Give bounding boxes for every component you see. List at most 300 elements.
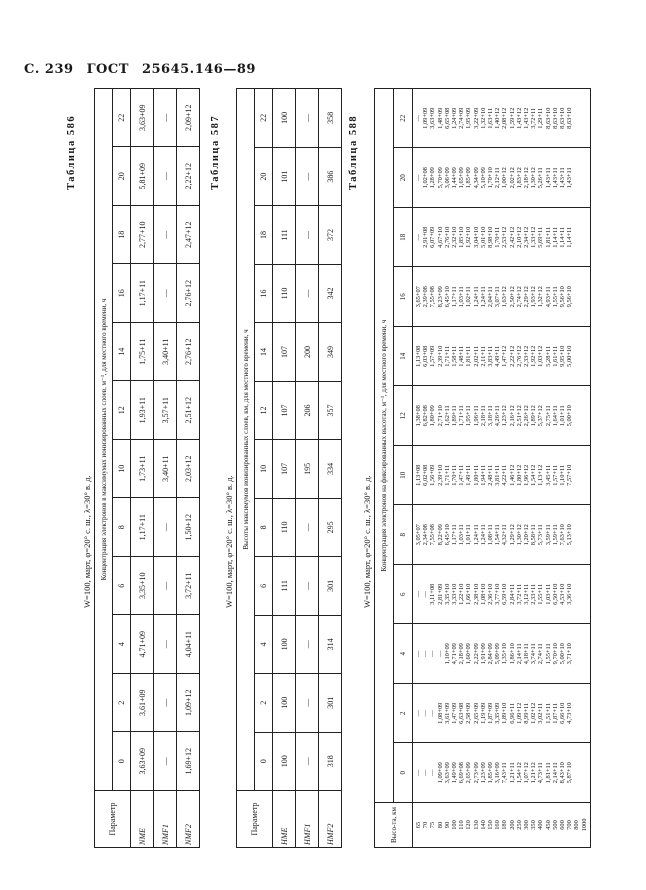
table-cell: 1,63+12 — [501, 286, 509, 308]
table-cell: 1,44+09 — [451, 167, 459, 189]
table-cell: 8,43+10 — [559, 762, 567, 784]
table-cell: 5,87+10 — [566, 762, 574, 784]
table-cell: 7,55+08 — [429, 286, 437, 308]
table-row — [296, 89, 319, 848]
table-cell: 2,09+12 — [177, 89, 200, 148]
table-cell: 1,80+09 — [429, 405, 437, 427]
table-cell: 8,63+10 — [551, 107, 559, 129]
height-value: 140 — [479, 820, 487, 830]
hour-header: 22 — [394, 89, 413, 149]
table-cell: 2,65+09 — [465, 762, 473, 784]
height-value: 450 — [544, 820, 552, 830]
table-cell: 1,43+12 — [523, 107, 531, 129]
table-cell: — — [154, 732, 177, 791]
table-cell: 1,63+11 — [487, 107, 495, 129]
table-cell: 1,58+11 — [451, 345, 459, 367]
table-cell: 2,29+12 — [523, 286, 531, 308]
table-cell: 2,84+11 — [508, 583, 516, 605]
table-cell: 1,75+11 — [131, 323, 154, 382]
table-cell: 9,95+10 — [559, 345, 567, 367]
hour-header: 20 — [394, 148, 413, 208]
table-cell: 1,96+11 — [472, 405, 480, 427]
table-cell: 1,00+12 — [501, 167, 509, 189]
table-cell: 1,17+11 — [451, 286, 459, 308]
table-cell: 1,17+11 — [131, 498, 154, 557]
table-cell: 5,70+09 — [436, 167, 444, 189]
table-cell: 4,73+11 — [537, 762, 545, 784]
table-cell: 3,07+11 — [494, 286, 502, 308]
table-cell: — — [422, 650, 430, 657]
table-cell: 4,18+11 — [523, 643, 531, 665]
table-cell: 1,64+11 — [551, 405, 559, 427]
table-cell: 2,18+09 — [458, 643, 466, 665]
table-cell: 3,06+09 — [443, 167, 451, 189]
hour-header: 6 — [255, 557, 273, 615]
height-value: 300 — [523, 820, 531, 830]
table-cell: 6,65+08 — [443, 107, 451, 129]
table-cell: 1,80+12 — [515, 464, 523, 486]
table-cell: 295 — [319, 498, 342, 556]
hour-header: 8 — [394, 505, 413, 565]
table-cell: 5,01+10 — [479, 226, 487, 248]
table-cell: 8,99+11 — [523, 702, 531, 724]
height-value: 1000 — [580, 818, 588, 832]
table-cell: 1,20+12 — [523, 524, 531, 546]
table-cell: 1,13+08 — [415, 345, 422, 367]
table-cell: 3,16+09 — [494, 762, 502, 784]
table-cell: 3,45+11 — [544, 464, 552, 486]
table-588-caption: W=100, март, φ=20° с. ш., λ=30° в. д. — [362, 475, 372, 608]
table-cell: 1,70+11 — [494, 226, 502, 248]
table-cell: 3,61+09 — [131, 674, 154, 733]
table-cell: — — [415, 769, 422, 776]
value-column — [413, 505, 591, 565]
table-cell: 1,14+11 — [551, 226, 559, 248]
hour-header: 10 — [113, 440, 131, 499]
table-cell: 5,37+12 — [537, 405, 545, 427]
table-cell: — — [154, 147, 177, 206]
table-cell: 1,46+12 — [508, 464, 516, 486]
hour-header: 16 — [113, 264, 131, 323]
table-cell: 1,81+11 — [465, 345, 473, 367]
table-cell: 2,76+10 — [443, 226, 451, 248]
table-cell: 9,56+10 — [566, 286, 574, 308]
table-cell: 1,09+09 — [422, 107, 430, 129]
hour-header: 10 — [255, 440, 273, 498]
hour-header: 6 — [113, 557, 131, 616]
table-cell: 2,08+12 — [501, 107, 509, 129]
table-cell: 3,35+10 — [131, 557, 154, 616]
param-name: NME — [131, 791, 154, 848]
param-header: Параметр — [237, 791, 273, 848]
table-cell: 2,48+11 — [487, 464, 495, 486]
table-cell: 1,32+12 — [537, 286, 545, 308]
table-cell: 1,59+11 — [551, 524, 559, 546]
table-cell: 1,09+09 — [436, 762, 444, 784]
table-cell: 4,53+10 — [559, 583, 567, 605]
table-cell: 6,69+08 — [458, 762, 466, 784]
hour-header: 14 — [394, 327, 413, 387]
table-cell: 5,00+10 — [566, 405, 574, 427]
table-cell: 5,73+11 — [537, 524, 545, 546]
table-cell: 107 — [273, 381, 296, 439]
table-cell: 3,57+11 — [154, 381, 177, 440]
table-cell: 2,74+12 — [515, 286, 523, 308]
table-cell: 6,96+11 — [508, 702, 516, 724]
height-value: 110 — [458, 820, 466, 830]
table-cell: 5,26+11 — [537, 167, 545, 189]
value-column — [413, 327, 591, 387]
hour-header: 2 — [255, 674, 273, 732]
table-cell: 1,70+11 — [451, 464, 459, 486]
table-row — [177, 89, 200, 848]
table-cell: 3,12+11 — [523, 583, 531, 605]
page-number: С. 239 — [24, 62, 74, 77]
table-cell: 1,24+11 — [472, 286, 480, 308]
hour-header: 8 — [113, 498, 131, 557]
table-cell: 1,32+10 — [479, 107, 487, 129]
table-cell: 2,75+11 — [544, 405, 552, 427]
height-value: 500 — [551, 820, 559, 830]
height-value: 130 — [472, 820, 480, 830]
table-cell: 349 — [319, 323, 342, 381]
table-cell: 1,61+11 — [551, 345, 559, 367]
hour-header: 12 — [394, 386, 413, 446]
table-cell: — — [154, 674, 177, 733]
table-cell: — — [415, 710, 422, 717]
table-cell: 1,56+09 — [429, 464, 437, 486]
table-cell: — — [296, 674, 319, 732]
table-cell: 4,49+11 — [494, 345, 502, 367]
hour-header: 2 — [113, 674, 131, 733]
hour-header: 16 — [394, 267, 413, 327]
table-cell: 1,92+10 — [465, 226, 473, 248]
table-row — [273, 89, 296, 848]
table-cell: 1,92+12 — [530, 345, 538, 367]
value-column — [413, 148, 591, 208]
height-value: 200 — [508, 820, 516, 830]
table-cell: 6,45+10 — [443, 286, 451, 308]
gost-label: ГОСТ — [86, 62, 129, 77]
table-cell: 1,57+11 — [551, 464, 559, 486]
hour-header: 12 — [113, 381, 131, 440]
value-column — [413, 208, 591, 268]
table-cell: 2,33+12 — [523, 345, 531, 367]
table-cell: 2,04+11 — [487, 286, 495, 308]
table-cell: 9,56+10 — [559, 286, 567, 308]
table-cell: — — [429, 650, 437, 657]
table-cell: 1,55+11 — [551, 286, 559, 308]
table-cell: 1,02+12 — [530, 702, 538, 724]
hour-header: 2 — [394, 684, 413, 744]
table-cell: 3,72+11 — [177, 557, 200, 616]
hour-header: 18 — [113, 206, 131, 265]
table-cell: 1,29+12 — [508, 524, 516, 546]
table-cell: 1,14+11 — [559, 226, 567, 248]
table-587-caption: W=100, март, φ=20° с. ш., λ=30° в. д. — [224, 475, 234, 608]
height-value: 250 — [515, 820, 523, 830]
table-cell: 1,48+11 — [458, 345, 466, 367]
hour-header: 22 — [113, 89, 131, 148]
value-column — [413, 565, 591, 625]
table-cell: 6,66+10 — [559, 702, 567, 724]
table-cell: 2,34+08 — [422, 524, 430, 546]
hour-header: 18 — [255, 206, 273, 264]
table-cell: 386 — [319, 147, 342, 205]
table-cell: 1,17+11 — [131, 264, 154, 323]
table-586-label: Таблица 586 — [66, 114, 77, 190]
table-cell: 5,28+11 — [544, 345, 552, 367]
table-cell: 1,03+11 — [458, 524, 466, 546]
value-column — [413, 89, 591, 149]
table-cell: 372 — [319, 206, 342, 264]
table-body-row — [413, 89, 591, 848]
table-cell: 8,63+10 — [559, 107, 567, 129]
table-cell: 4,93+11 — [544, 286, 552, 308]
table-cell: 1,81+11 — [544, 762, 552, 784]
table-cell: 1,57+09 — [429, 345, 437, 367]
table-cell: 8,98+10 — [487, 226, 495, 248]
table-cell: 100 — [273, 89, 296, 148]
table-cell: — — [154, 206, 177, 265]
table-row — [131, 89, 154, 848]
table-cell: 3,72+11 — [530, 107, 538, 129]
table-cell: 1,03+11 — [544, 583, 552, 605]
table-cell: 1,35+10 — [501, 643, 509, 665]
table-cell: 3,63+09 — [429, 107, 437, 129]
hour-header: 16 — [255, 264, 273, 322]
table-cell: 1,85+09 — [465, 167, 473, 189]
sub-header: Концентрация электронов в максимумах ионизированных слоев, м⁻³, для местного времени, ч — [95, 89, 113, 791]
table-cell: 1,02+11 — [465, 286, 473, 308]
table-cell: — — [415, 174, 422, 181]
hour-header: 4 — [394, 624, 413, 684]
table-cell: 1,13+08 — [415, 464, 422, 486]
table-cell: 1,89+12 — [530, 405, 538, 427]
table-cell: 7,57+10 — [566, 464, 574, 486]
table-cell: — — [154, 498, 177, 557]
table-cell: 1,33+12 — [530, 226, 538, 248]
table-cell: 6,07+09 — [429, 226, 437, 248]
table-cell: 5,00+10 — [559, 643, 567, 665]
hour-header: 22 — [255, 89, 273, 148]
table-cell: 111 — [273, 557, 296, 615]
table-cell: 7,63+10 — [559, 524, 567, 546]
table-cell: 1,08+10 — [479, 583, 487, 605]
table-cell: 1,23+12 — [501, 405, 509, 427]
table-cell: 1,81+11 — [544, 226, 552, 248]
table-cell: 2,26+12 — [523, 405, 531, 427]
hour-header: 8 — [255, 498, 273, 556]
table-cell: 2,51+12 — [515, 405, 523, 427]
table-cell: — — [296, 89, 319, 148]
table-cell: 1,49+09 — [451, 762, 459, 784]
param-header: Параметр — [95, 791, 131, 848]
hour-header: 12 — [255, 381, 273, 439]
table-cell: 1,65+09 — [458, 167, 466, 189]
table-cell: 2,53+12 — [501, 226, 509, 248]
table-cell: — — [154, 89, 177, 148]
table-588 — [374, 88, 591, 848]
table-cell: — — [436, 650, 444, 657]
table-cell: 3,02+11 — [537, 702, 545, 724]
height-value: 700 — [566, 820, 574, 830]
hour-header: 0 — [113, 732, 131, 791]
value-column — [413, 267, 591, 327]
sub-header: Концентрация электронов на фиксированных высотах, м⁻³, для местного времени, ч — [375, 89, 394, 803]
table-cell: — — [296, 557, 319, 615]
table-cell: 1,21+11 — [508, 762, 516, 784]
table-cell: 1,22+10 — [458, 583, 466, 605]
table-cell: 1,83+12 — [515, 167, 523, 189]
table-cell: 4,71+09 — [131, 615, 154, 674]
table-cell: 2,50+12 — [508, 286, 516, 308]
table-cell: 100 — [273, 732, 296, 790]
table-cell: 3,71+10 — [566, 643, 574, 665]
table-cell: 1,54+12 — [515, 762, 523, 784]
table-cell: 1,55+11 — [537, 583, 545, 605]
table-cell: 1,95+09 — [465, 107, 473, 129]
sub-header: Высоты максимумов ионизированных слоев, км, для местного времени, ч — [237, 89, 255, 791]
table-cell: 1,01+11 — [465, 524, 473, 546]
value-column — [413, 624, 591, 684]
table-cell: 2,77+10 — [131, 206, 154, 265]
table-cell: 3,63+09 — [131, 732, 154, 791]
height-value: 80 — [436, 821, 444, 829]
table-cell: 1,43+12 — [515, 107, 523, 129]
table-cell: 1,40+12 — [494, 107, 502, 129]
table-cell: 2,81+09 — [436, 583, 444, 605]
height-value: 75 — [429, 821, 437, 829]
table-cell: 4,34+09 — [472, 167, 480, 189]
hour-header: 4 — [113, 615, 131, 674]
value-column — [413, 446, 591, 506]
table-cell: 2,16+12 — [508, 405, 516, 427]
table-cell: 1,19+09 — [479, 702, 487, 724]
table-cell: 3,40+11 — [154, 323, 177, 382]
table-cell: 1,24+11 — [479, 524, 487, 546]
table-cell: 1,07+12 — [523, 762, 531, 784]
table-cell: 2,10+12 — [515, 226, 523, 248]
table-cell: 3,83+11 — [487, 345, 495, 367]
table-cell: 1,87+09 — [487, 702, 495, 724]
table-cell: — — [296, 615, 319, 673]
table-cell: 6,50+10 — [551, 583, 559, 605]
table-cell: 1,70+10 — [487, 167, 495, 189]
hour-header: 0 — [394, 743, 413, 803]
table-cell: 110 — [273, 264, 296, 322]
table-cell: 2,39+10 — [436, 345, 444, 367]
height-header: Высо-та, км — [375, 803, 413, 848]
table-cell: 110 — [273, 498, 296, 556]
height-value: 120 — [465, 820, 473, 830]
table-cell: 1,47+09 — [451, 702, 459, 724]
table-cell: 1,17+11 — [451, 524, 459, 546]
param-name: HME — [273, 791, 296, 848]
value-column — [413, 743, 591, 803]
table-cell: 3,11+08 — [429, 583, 437, 605]
table-cell: 1,86+10 — [508, 643, 516, 665]
table-cell: 107 — [273, 440, 296, 498]
table-cell: 1,60+09 — [465, 643, 473, 665]
table-cell: — — [154, 557, 177, 616]
table-cell: 1,48+09 — [436, 107, 444, 129]
table-cell: 3,22+09 — [472, 107, 480, 129]
table-cell: 1,71+11 — [458, 405, 466, 427]
table-cell: 1,30+12 — [515, 524, 523, 546]
table-cell: 1,28+09 — [429, 167, 437, 189]
table-cell: 111 — [273, 206, 296, 264]
table-588-label: Таблица 588 — [348, 114, 359, 190]
table-cell: — — [422, 591, 430, 598]
table-cell: 5,13+10 — [566, 524, 574, 546]
table-cell: 1,02+08 — [422, 167, 430, 189]
table-cell: 2,71+10 — [436, 405, 444, 427]
table-cell: 2,14+11 — [515, 643, 523, 665]
table-cell: 1,95+11 — [465, 405, 473, 427]
table-cell: 2,76+12 — [177, 323, 200, 382]
table-cell: — — [296, 732, 319, 790]
table-cell: 358 — [319, 89, 342, 148]
table-cell: — — [415, 115, 422, 122]
table-cell: 1,85+10 — [458, 226, 466, 248]
gost-number: 25645.146—89 — [141, 62, 256, 77]
table-cell: 1,03+12 — [537, 345, 545, 367]
table-cell: 2,74+11 — [537, 643, 545, 665]
table-cell: 1,43+11 — [551, 167, 559, 189]
height-value: 350 — [530, 820, 538, 830]
table-cell: 2,32+10 — [451, 226, 459, 248]
param-name: HMF1 — [296, 791, 319, 848]
table-cell: 2,65+09 — [472, 702, 480, 724]
param-name: NMF1 — [154, 791, 177, 848]
table-cell: 342 — [319, 264, 342, 322]
table-cell: 2,39+08 — [422, 286, 430, 308]
table-587-label: Таблица 587 — [210, 114, 221, 190]
rotated-tables — [58, 48, 618, 848]
hour-header: 0 — [255, 732, 273, 790]
table-cell: 3,35+10 — [443, 583, 451, 605]
table-cell: 1,47+11 — [458, 464, 466, 486]
table-cell: 4,22+11 — [501, 464, 509, 486]
table-587 — [236, 88, 342, 848]
table-cell: — — [415, 650, 422, 657]
table-cell: 6,63+08 — [458, 702, 466, 724]
table-cell: — — [415, 234, 422, 241]
table-cell: 1,14+11 — [566, 226, 574, 248]
table-cell: 3,65+07 — [415, 286, 422, 308]
table-cell: 1,47+12 — [501, 345, 509, 367]
param-name: NMF2 — [177, 791, 200, 848]
height-value: 90 — [443, 821, 451, 829]
table-cell: 1,13+12 — [537, 464, 545, 486]
table-cell: 1,93+12 — [530, 286, 538, 308]
table-cell: 1,21+12 — [530, 762, 538, 784]
value-column — [413, 386, 591, 446]
table-cell: 5,69+11 — [537, 226, 545, 248]
table-cell: 2,18+11 — [479, 405, 487, 427]
table-cell: 8,58+11 — [530, 524, 538, 546]
table-cell: — — [154, 264, 177, 323]
table-cell: 8,63+10 — [566, 107, 574, 129]
table-cell: 4,67+10 — [436, 226, 444, 248]
table-cell: 8,22+09 — [436, 524, 444, 546]
table-cell: 5,00+10 — [566, 345, 574, 367]
hour-header: 20 — [113, 147, 131, 206]
table-cell: 301 — [319, 674, 342, 732]
height-value: 160 — [494, 820, 502, 830]
table-586 — [94, 88, 200, 848]
